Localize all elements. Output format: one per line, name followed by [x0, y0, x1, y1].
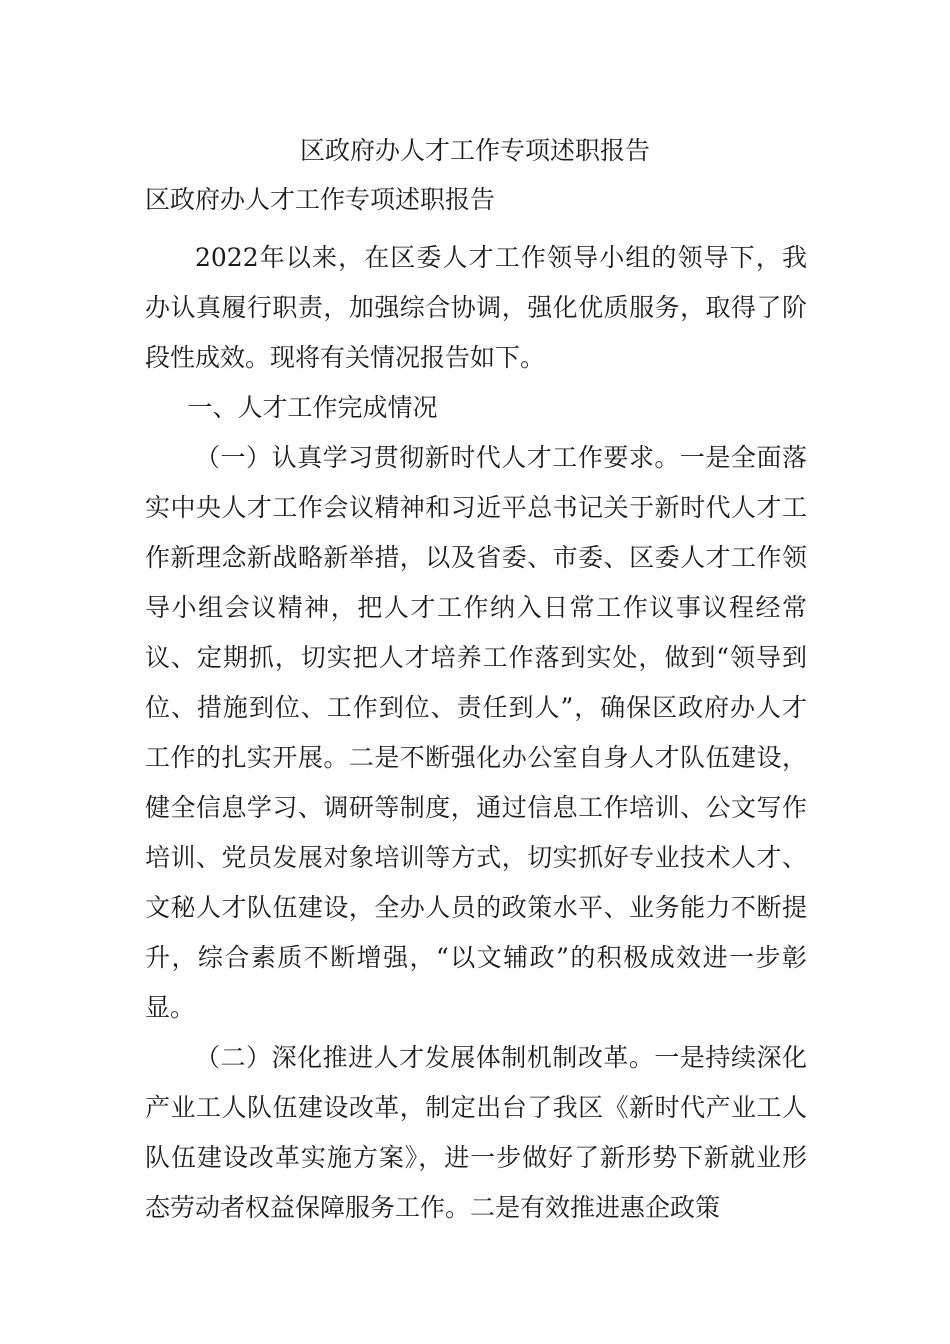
- paragraph-section-2: （二）深化推进人才发展体制机制改革。一是持续深化产业工人队伍建设改革，制定出台了我区《新时代产业工人队伍建设改革实施方案》，进一步做好了新形势下新就业形态劳动者权益保障服务工作。二是有效推进惠企政策: [145, 1043, 807, 1222]
- document-body: [145, 233, 807, 1233]
- paragraph-intro: 2022年以来，在区委人才工作领导小组的领导下，我办认真履行职责，加强综合协调，强化优质服务，取得了阶段性成效。现将有关情况报告如下。: [145, 243, 807, 372]
- document-title: 区政府办人才工作专项述职报告: [299, 136, 650, 165]
- document-subtitle: 区政府办人才工作专项述职报告: [145, 185, 496, 214]
- section-heading: 一、人才工作完成情况: [187, 393, 438, 422]
- paragraph-section-1: （一）认真学习贯彻新时代人才工作要求。一是全面落实中央人才工作会议精神和习近平总书记关于新时代人才工作新理念新战略新举措，以及省委、市委、区委人才工作领导小组会议精神，把人才工作纳入日常工作议事议程经常议、定期抓，切实把人才培养工作落到实处，做到“领导到位、措施到位、工作到位、责任到人”，确保区政府办人才工作的扎实开展。二是不断强化办公室自身人才队伍建设，健全信息学习、调研等制度，通过信息工作培训、公文写作培训、党员发展对象培训等方式，切实抓好专业技术人才、文秘人才队伍建设，全办人员的政策水平、业务能力不断提升，综合素质不断增强，“以文辅政”的积极成效进一步彰显。: [145, 443, 807, 1022]
